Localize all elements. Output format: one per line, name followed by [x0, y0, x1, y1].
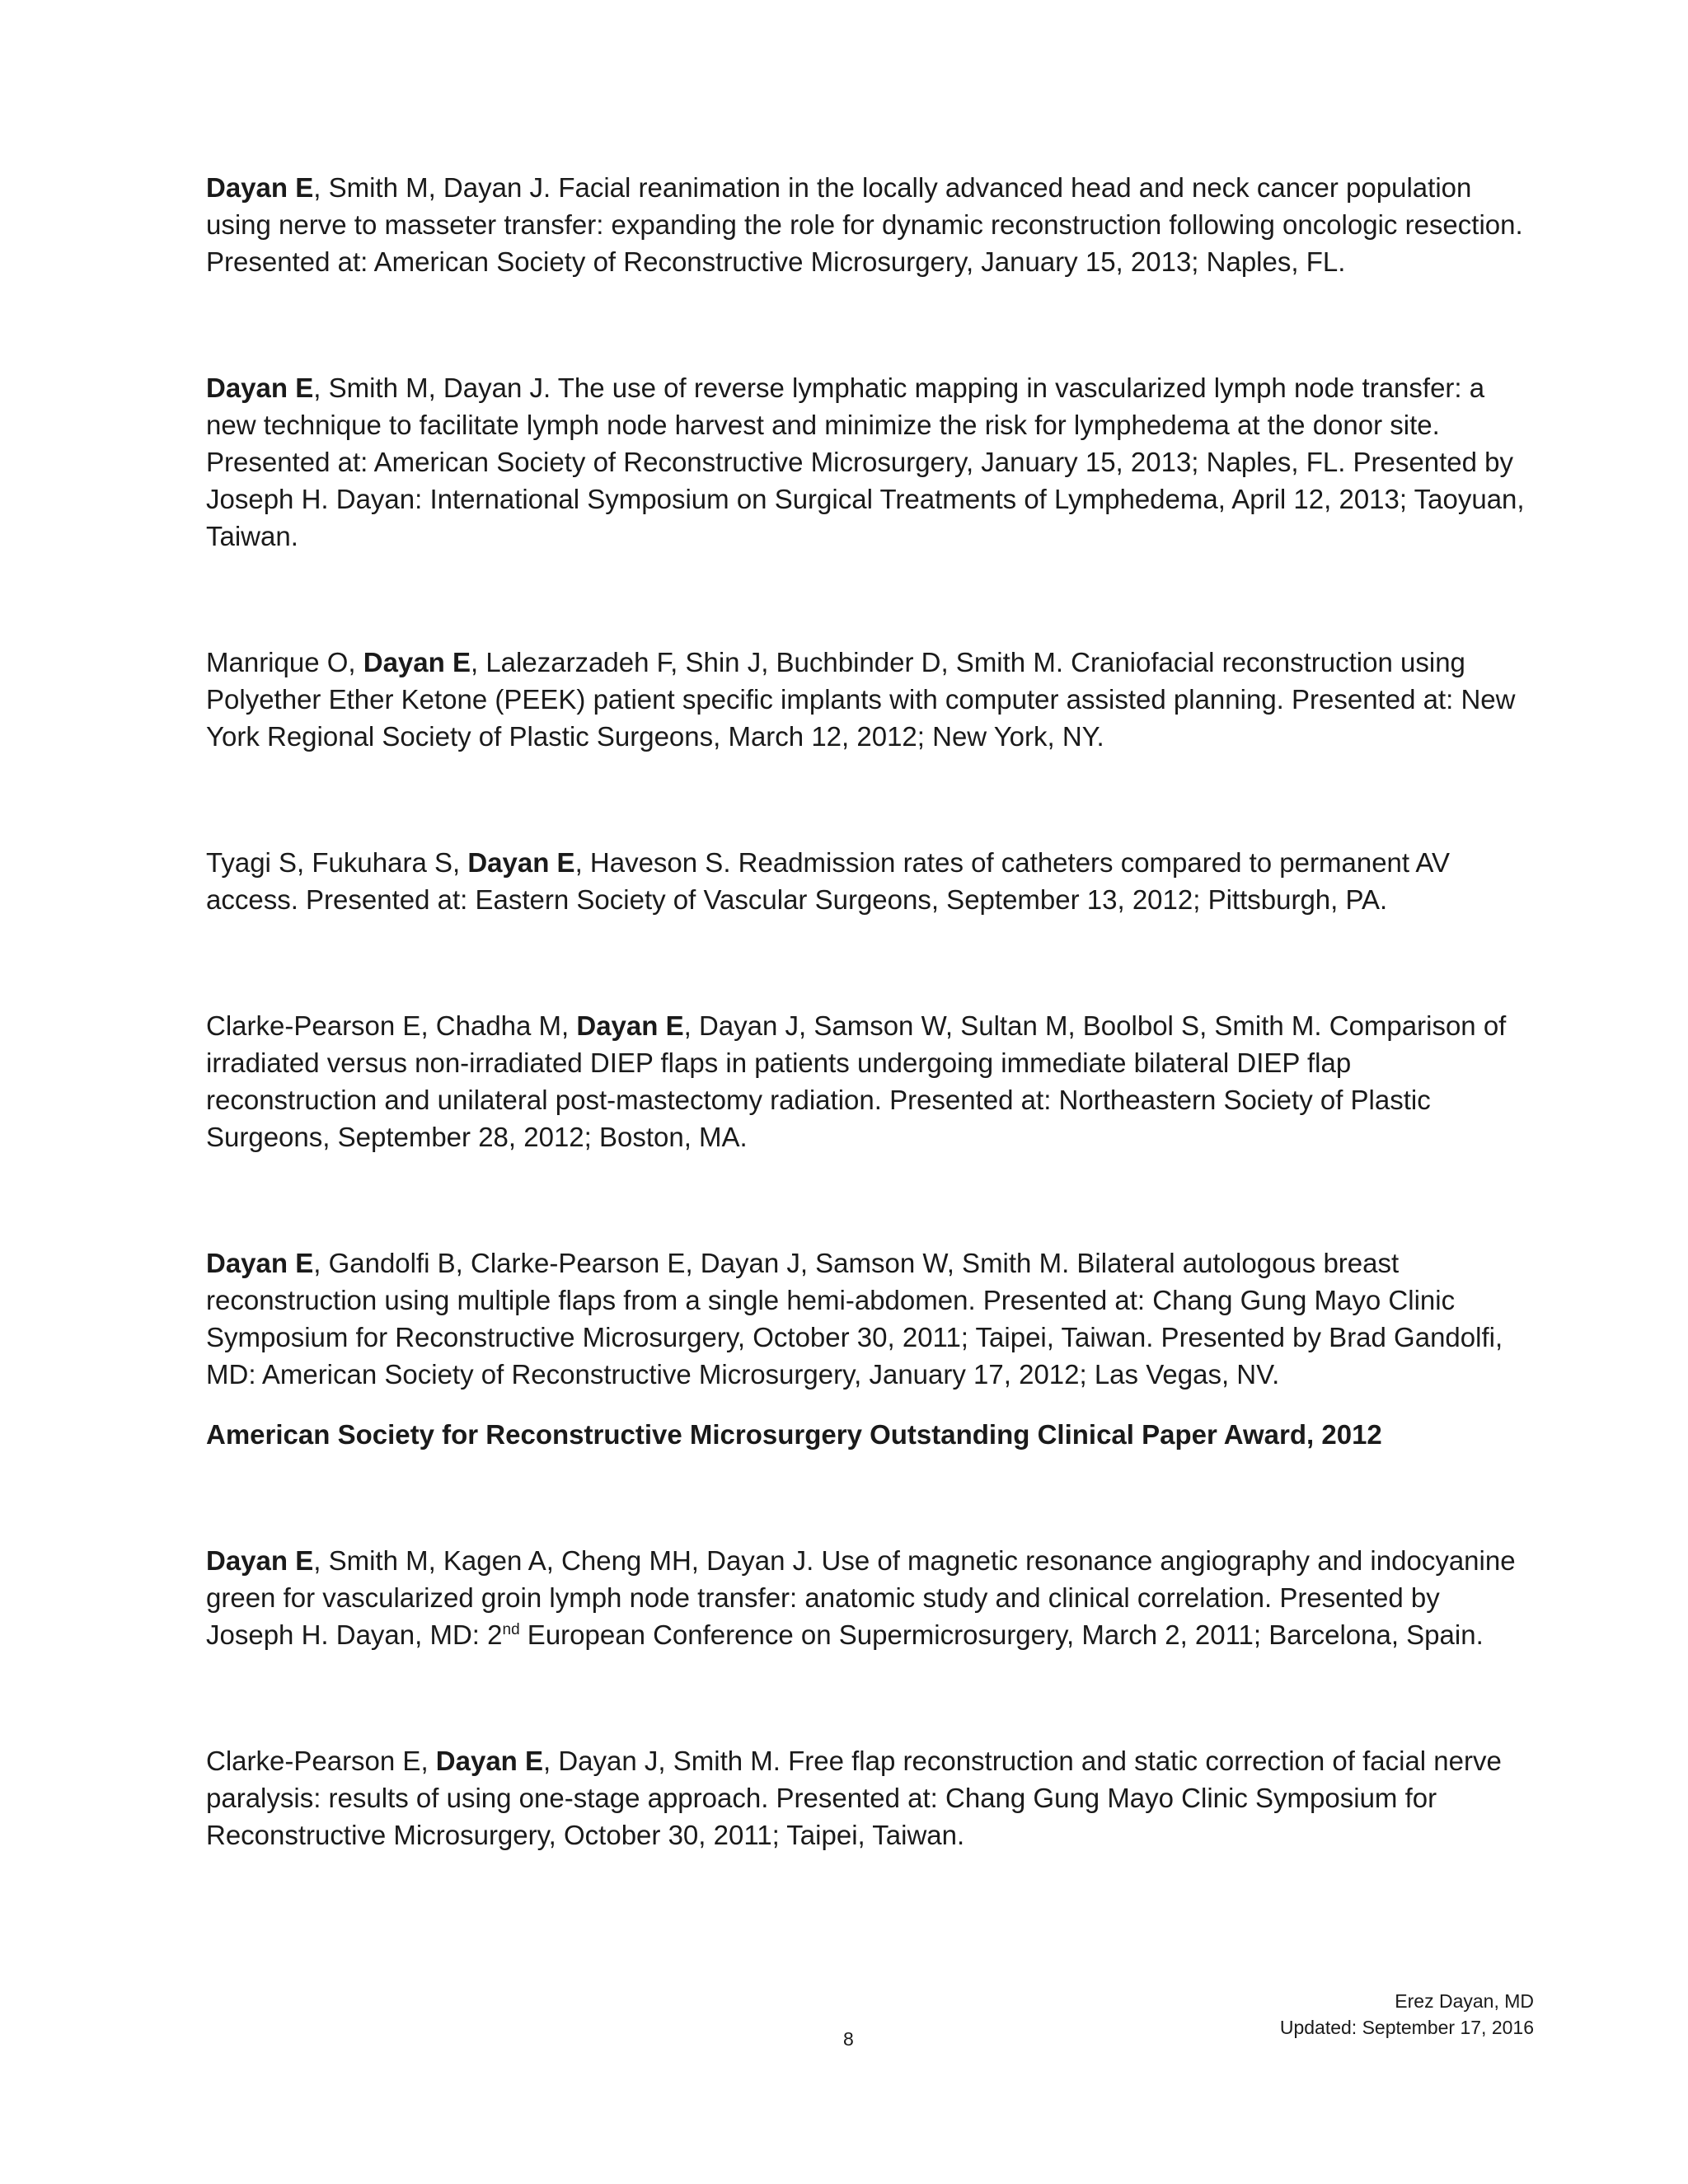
citation-prefix: Clarke-Pearson E,: [206, 1746, 436, 1776]
citation-entry: [206, 1742, 1525, 1854]
citation-entry: [206, 169, 1525, 280]
footer-author: Erez Dayan, MD: [1395, 1990, 1534, 2012]
citation-text-continued: European Conference on Supermicrosurgery, March 2, 2011; Barcelona, Spain.: [519, 1619, 1484, 1650]
citation-prefix: Clarke-Pearson E, Chadha M,: [206, 1010, 577, 1041]
citation-entry: [206, 1007, 1525, 1155]
citation-highlight-author: Dayan E: [435, 1746, 544, 1776]
citation-text: , Dayan J, Smith M. Free flap reconstruction and static correction of facial nerve paralysis: results of using one-stage approach. Presented at: Chang Gung Mayo Clinic Symposium for Reconstructive Microsurgery, October 30, 2011; Taipei, Taiwan.: [206, 1746, 1502, 1850]
citation-highlight-author: Dayan E: [206, 1545, 314, 1576]
citation-text: , Dayan J, Samson W, Sultan M, Boolbol S, Smith M. Comparison of irradiated versus non-irradiated DIEP flaps in patients undergoing immediate bilateral DIEP flap reconstruction and unilateral post-mastectomy radiation. Presented at: Northeastern Society of Plastic Surgeons, September 28, 2012; Boston, MA.: [206, 1010, 1507, 1152]
citation-entry: [206, 844, 1525, 918]
citation-prefix: Manrique O,: [206, 647, 363, 677]
citation-prefix: Tyagi S, Fukuhara S,: [206, 847, 468, 878]
citation-entry: [206, 1244, 1525, 1393]
citation-text: , Smith M, Kagen A, Cheng MH, Dayan J. Use of magnetic resonance angiography and indocyanine green for vascularized groin lymph node transfer: anatomic study and clinical correlation. Presented by Joseph H. Dayan, MD: 2: [206, 1545, 1516, 1650]
award-line: American Society for Reconstructive Microsurgery Outstanding Clinical Paper Award, 2012: [206, 1419, 1382, 1450]
citation-highlight-author: Dayan E: [206, 1248, 314, 1278]
footer-author-block: [1280, 1988, 1534, 2041]
citation-entry: [206, 369, 1525, 555]
page-number: 8: [843, 2028, 854, 2050]
citation-entry: [206, 644, 1525, 755]
citation-text: , Smith M, Dayan J. Facial reanimation in the locally advanced head and neck cancer population using nerve to masseter transfer: expanding the role for dynamic reconstruction following oncologic resection. Presented at: American Society of Reconstructive Microsurgery, January 15, 2013; Naples, FL.: [206, 172, 1523, 277]
citation-text: , Haveson S. Readmission rates of catheters compared to permanent AV access. Presented at: Eastern Society of Vascular Surgeons, September 13, 2012; Pittsburgh, PA.: [206, 847, 1450, 915]
citation-text: , Lalezarzadeh F, Shin J, Buchbinder D, Smith M. Craniofacial reconstruction using Polyether Ether Ketone (PEEK) patient specific implants with computer assisted planning. Presented at: New York Regional Society of Plastic Surgeons, March 12, 2012; New York, NY.: [206, 647, 1516, 752]
citation-entry: [206, 1542, 1525, 1653]
citation-highlight-author: Dayan E: [576, 1010, 684, 1041]
ordinal-superscript: nd: [502, 1621, 520, 1638]
footer-updated-date: Updated: September 17, 2016: [1279, 2017, 1534, 2038]
citation-highlight-author: Dayan E: [467, 847, 575, 878]
presentations-list: [206, 169, 1525, 1854]
citation-highlight-author: Dayan E: [363, 647, 471, 677]
citation-highlight-author: Dayan E: [206, 172, 314, 203]
citation-text: , Gandolfi B, Clarke-Pearson E, Dayan J, Samson W, Smith M. Bilateral autologous breast reconstruction using multiple flaps from a single hemi-abdomen. Presented at: Chang Gung Mayo Clinic Symposium for Reconstructive Microsurgery, October 30, 2011; Taipei, Taiwan. Presented by Brad Gandolfi, MD: American Society of Reconstructive Microsurgery, January 17, 2012; Las Vegas, NV.: [206, 1248, 1503, 1390]
citation-text: , Smith M, Dayan J. The use of reverse lymphatic mapping in vascularized lymph node transfer: a new technique to facilitate lymph node harvest and minimize the risk for lymphedema at the donor site. Presented at: American Society of Reconstructive Microsurgery, January 15, 2013; Naples, FL. Presented by Joseph H. Dayan: International Symposium on Surgical Treatments of Lymphedema, April 12, 2013; Taoyuan, Taiwan.: [206, 373, 1525, 551]
citation-highlight-author: Dayan E: [206, 373, 314, 403]
